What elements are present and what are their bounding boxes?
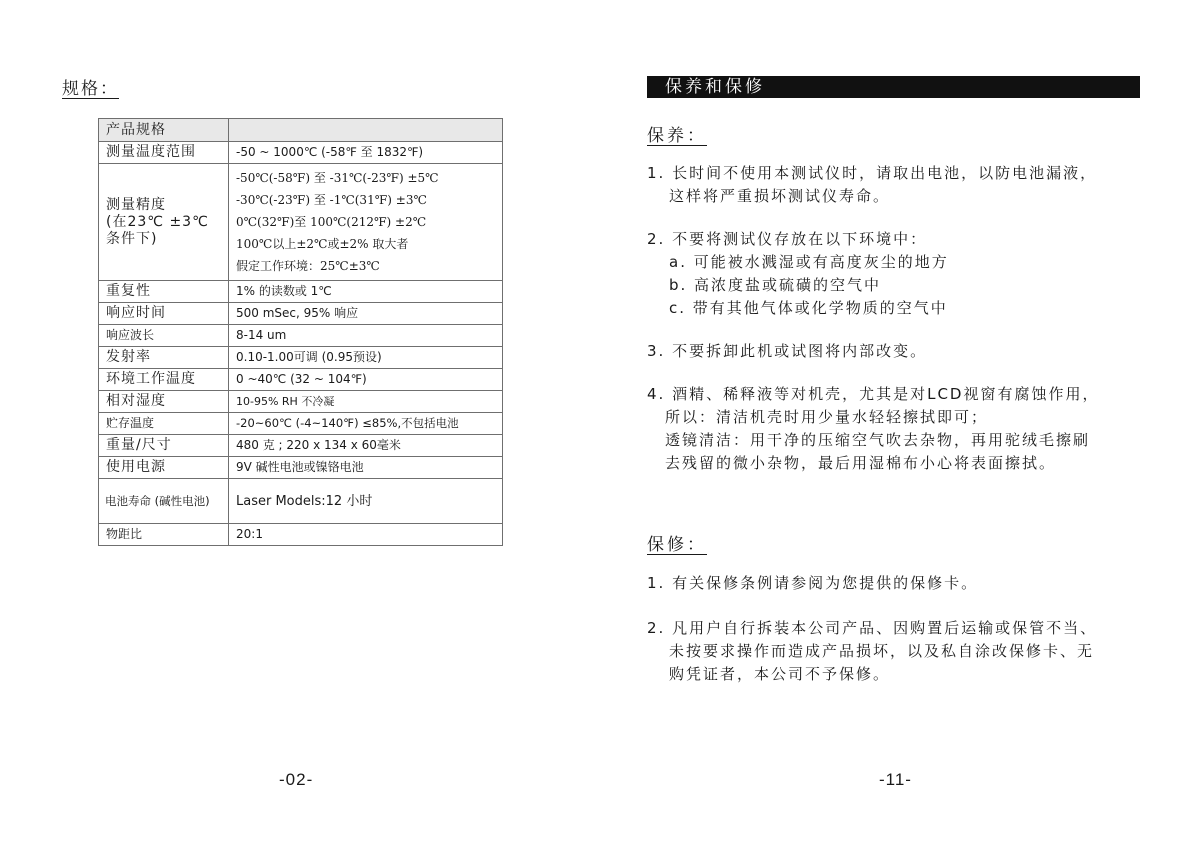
warranty-heading: 保修：: [647, 535, 707, 555]
text-line: 1. 长时间不使用本测试仪时，请取出电池，以防电池漏液，: [647, 164, 1098, 182]
spec-value: 500 mSec, 95% 响应: [229, 303, 503, 325]
spec-label: 相对湿度: [99, 391, 229, 413]
spec-value: -50 ~ 1000℃ (-58℉ 至 1832℉): [229, 142, 503, 164]
warranty-item-2: [647, 617, 1147, 686]
table-row: [99, 391, 503, 413]
spec-value: 8-14 um: [229, 325, 503, 347]
text-line: 这样将严重损坏测试仪寿命。: [669, 187, 891, 205]
spec-label-line: (在23℃ ±3℃: [106, 213, 209, 230]
section-banner: 保养和保修: [647, 76, 1140, 98]
spec-value-line: 0℃(32℉)至 100℃(212℉) ±2℃: [236, 215, 427, 229]
spec-label: 响应时间: [99, 303, 229, 325]
spec-label: 重复性: [99, 281, 229, 303]
spec-value: 20:1: [229, 524, 503, 546]
spec-label: 电池寿命 (碱性电池): [99, 479, 229, 524]
spec-value-line: -50℃(-58℉) 至 -31℃(-23℉) ±5℃: [236, 171, 439, 185]
table-row: [99, 303, 503, 325]
spec-value: 10-95% RH 不冷凝: [229, 391, 503, 413]
spec-table-header-row: [99, 119, 503, 142]
spec-heading: 规格：: [62, 79, 119, 99]
spec-label: 使用电源: [99, 457, 229, 479]
text-line: 4. 酒精、稀释液等对机壳，尤其是对LCD视窗有腐蚀作用，: [647, 385, 1100, 403]
spec-value: -20~60℃ (-4~140℉) ≤85%,不包括电池: [229, 413, 503, 435]
spec-value: Laser Models:12 小时: [229, 479, 503, 524]
spec-table-header-blank: [229, 119, 503, 142]
page-number: -11-: [879, 770, 912, 789]
table-row: [99, 479, 503, 524]
spec-label: 环境工作温度: [99, 369, 229, 391]
care-item-4: [647, 383, 1147, 475]
text-line: 2. 不要将测试仪存放在以下环境中：: [647, 230, 928, 248]
spec-value: 480 克 ; 220 x 134 x 60毫米: [229, 435, 503, 457]
spec-label: 发射率: [99, 347, 229, 369]
spec-value-line: -30℃(-23℉) 至 -1℃(31℉) ±3℃: [236, 193, 427, 207]
text-line: 未按要求操作而造成产品损坏，以及私自涂改保修卡、无: [669, 642, 1095, 660]
spec-value-line: 100℃以上±2℃或±2% 取大者: [236, 237, 409, 251]
table-row: [99, 281, 503, 303]
care-item-3: [647, 340, 1147, 363]
spec-label: 重量/尺寸: [99, 435, 229, 457]
page-number: -02-: [279, 770, 314, 789]
text-line: 3. 不要拆卸此机或试图将内部改变。: [647, 342, 928, 360]
table-row: [99, 347, 503, 369]
text-line: c. 带有其他气体或化学物质的空气中: [669, 299, 948, 317]
spec-value: 0.10-1.00可调 (0.95预设): [229, 347, 503, 369]
spec-label: 物距比: [99, 524, 229, 546]
care-item-2: [647, 228, 1147, 320]
spec-label-accuracy: [99, 164, 229, 281]
table-row: [99, 413, 503, 435]
spec-label: 贮存温度: [99, 413, 229, 435]
table-row: [99, 164, 503, 281]
text-line: a. 可能被水溅湿或有高度灰尘的地方: [669, 253, 949, 271]
text-line: 2. 凡用户自行拆装本公司产品、因购置后运输或保管不当、: [647, 619, 1098, 637]
text-line: b. 高浓度盐或硫磺的空气中: [669, 276, 882, 294]
text-line: 所以：清洁机壳时用少量水轻轻擦拭即可；: [665, 408, 989, 426]
spec-value: 9V 碱性电池或镍铬电池: [229, 457, 503, 479]
spec-value: 1% 的读数或 1℃: [229, 281, 503, 303]
spec-label: 测量温度范围: [99, 142, 229, 164]
spec-value: 0 ~40℃ (32 ~ 104℉): [229, 369, 503, 391]
spec-label-line: 条件下): [106, 230, 158, 247]
text-line: 1. 有关保修条例请参阅为您提供的保修卡。: [647, 574, 979, 592]
spec-table: [98, 118, 503, 546]
table-row: [99, 142, 503, 164]
care-heading: 保养：: [647, 126, 707, 146]
right-page: [600, 0, 1199, 845]
text-line: 透镜清洁：用干净的压缩空气吹去杂物，再用驼绒毛擦刷: [665, 431, 1091, 449]
spec-value-line: 假定工作环境：25℃±3℃: [236, 259, 380, 273]
spec-label-line: 测量精度: [106, 196, 166, 213]
spec-label: 响应波长: [99, 325, 229, 347]
table-row: [99, 369, 503, 391]
table-row: [99, 457, 503, 479]
spec-table-header: 产品规格: [99, 119, 229, 142]
table-row: [99, 325, 503, 347]
text-line: 购凭证者，本公司不予保修。: [669, 665, 891, 683]
spec-value-accuracy: [229, 164, 503, 281]
text-line: 去残留的微小杂物，最后用湿棉布小心将表面擦拭。: [665, 454, 1057, 472]
table-row: [99, 524, 503, 546]
table-row: [99, 435, 503, 457]
care-item-1: [647, 162, 1147, 208]
warranty-item-1: [647, 572, 1147, 595]
